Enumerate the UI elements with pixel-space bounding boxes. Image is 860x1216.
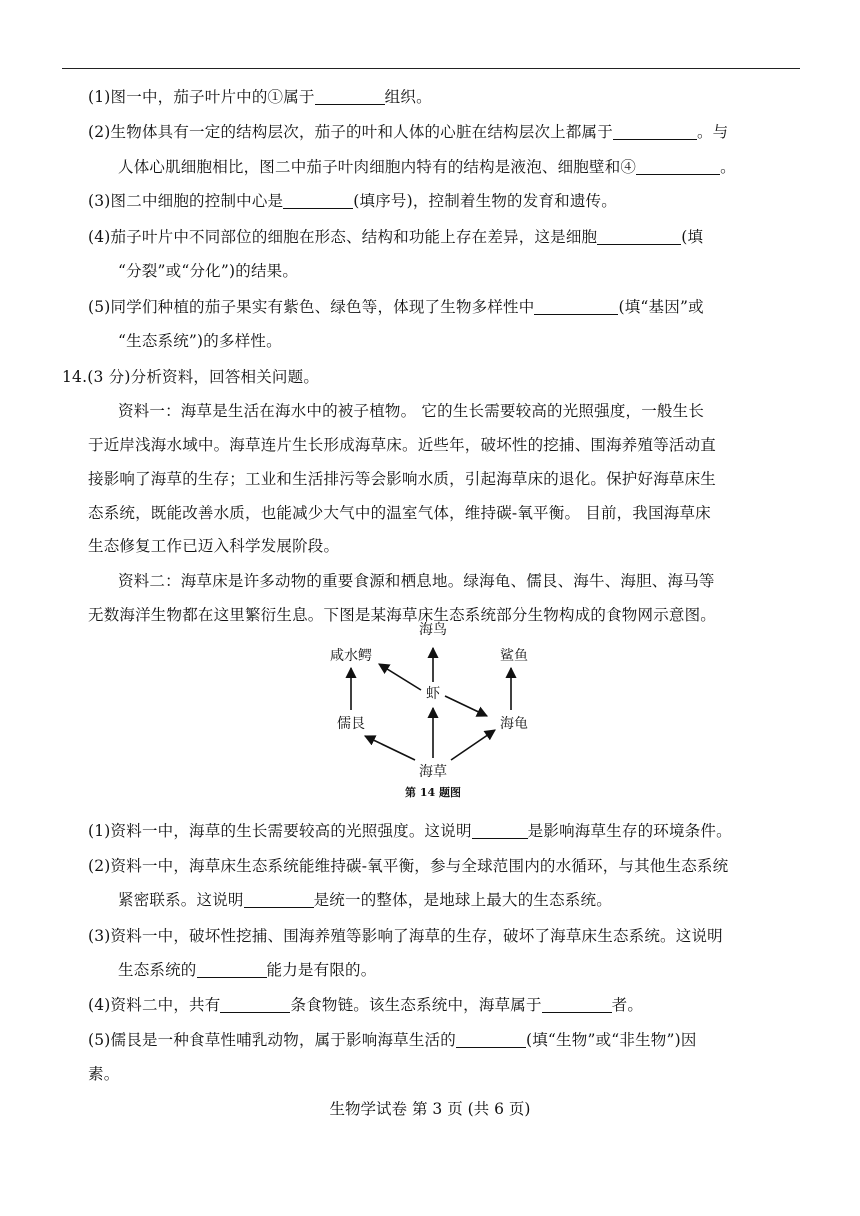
node-turtle: 海龟 bbox=[500, 716, 528, 732]
material1-line: 于近岸浅海水域中。海草连片生长形成海草床。近些年，破坏性的挖捕、围海养殖等活动直 bbox=[88, 436, 717, 454]
arrow-seagrass-turtle bbox=[451, 730, 495, 760]
q13-2-line1: (2)生物体具有一定的结构层次，茄子的叶和人体的心脏在结构层次上都属于 。与 bbox=[88, 123, 729, 141]
arrow-shrimp-turtle bbox=[445, 696, 487, 716]
answer-blank[interactable] bbox=[636, 158, 720, 175]
q13-5-line1: (5)同学们种植的茄子果实有紫色、绿色等，体现了生物多样性中 (填“基因”或 bbox=[88, 298, 704, 316]
answer-blank[interactable] bbox=[315, 88, 385, 105]
answer-blank[interactable] bbox=[220, 996, 290, 1013]
q14-3-line2: 生态系统的 能力是有限的。 bbox=[118, 961, 377, 979]
q14-3-line1: (3)资料一中，破坏性挖捕、围海养殖等影响了海草的生存，破坏了海草床生态系统。这说明 bbox=[88, 927, 723, 945]
q14-5-line2: 素。 bbox=[88, 1065, 120, 1083]
q14-2-line2: 紧密联系。这说明 是统一的整体，是地球上最大的生态系统。 bbox=[118, 891, 612, 909]
node-shrimp: 虾 bbox=[426, 686, 440, 702]
q13-1: (1)图一中，茄子叶片中的①属于 组织。 bbox=[88, 88, 432, 106]
material2-line: 资料二：海草床是许多动物的重要食源和栖息地。绿海龟、儒艮、海牛、海胆、海马等 bbox=[118, 572, 715, 590]
arrow-shrimp-crocodile bbox=[379, 664, 421, 690]
material1-line: 资料一：海草是生活在海水中的被子植物。 它的生长需要较高的光照强度，一般生长 bbox=[118, 402, 705, 420]
material1-line: 接影响了海草的生存；工业和生活排污等会影响水质，引起海草床的退化。保护好海草床生 bbox=[88, 470, 717, 488]
answer-blank[interactable] bbox=[472, 822, 528, 839]
material1-line: 态系统，既能改善水质，也能减少大气中的温室气体，维持碳-氧平衡。 目前，我国海草床 bbox=[88, 504, 711, 522]
figure-caption: 第 14 题图 bbox=[405, 786, 461, 799]
food-web-diagram bbox=[315, 612, 545, 812]
q14-4: (4)资料二中，共有 条食物链。该生态系统中，海草属于 者。 bbox=[88, 996, 644, 1014]
arrow-seagrass-dugong bbox=[365, 736, 415, 760]
q14-heading: 14.(3 分)分析资料，回答相关问题。 bbox=[62, 368, 320, 386]
answer-blank[interactable] bbox=[542, 996, 612, 1013]
top-rule bbox=[62, 68, 800, 69]
q13-5-line2: “生态系统”)的多样性。 bbox=[118, 332, 282, 350]
answer-blank[interactable] bbox=[244, 891, 314, 908]
material2-line: 无数海洋生物都在这里繁衍生息。下图是某海草床生态系统部分生物构成的食物网示意图。 bbox=[88, 606, 717, 624]
answer-blank[interactable] bbox=[613, 123, 697, 140]
q14-5-line1: (5)儒艮是一种食草性哺乳动物，属于影响海草生活的 (填“生物”或“非生物”)因 bbox=[88, 1031, 697, 1049]
q13-3: (3)图二中细胞的控制中心是 (填序号)，控制着生物的发育和遗传。 bbox=[88, 192, 617, 210]
answer-blank[interactable] bbox=[283, 192, 353, 209]
q14-2-line1: (2)资料一中，海草床生态系统能维持碳-氧平衡，参与全球范围内的水循环，与其他生态系统 bbox=[88, 857, 729, 875]
node-shark: 鲨鱼 bbox=[500, 648, 528, 664]
node-seabird: 海鸟 bbox=[419, 622, 447, 638]
material1-line: 生态修复工作已迈入科学发展阶段。 bbox=[88, 537, 340, 555]
answer-blank[interactable] bbox=[597, 228, 681, 245]
node-dugong: 儒艮 bbox=[337, 716, 365, 732]
answer-blank[interactable] bbox=[534, 298, 618, 315]
answer-blank[interactable] bbox=[456, 1031, 526, 1048]
q13-4-line1: (4)茄子叶片中不同部位的细胞在形态、结构和功能上存在差异，这是细胞 (填 bbox=[88, 228, 704, 246]
node-crocodile: 咸水鳄 bbox=[330, 648, 372, 664]
q14-1: (1)资料一中，海草的生长需要较高的光照强度。这说明 是影响海草生存的环境条件。 bbox=[88, 822, 732, 840]
q13-2-line2: 人体心肌细胞相比，图二中茄子叶肉细胞内特有的结构是液泡、细胞壁和④ 。 bbox=[118, 158, 736, 176]
answer-blank[interactable] bbox=[197, 961, 267, 978]
page-footer: 生物学试卷 第 3 页 (共 6 页) bbox=[329, 1100, 531, 1118]
q13-4-line2: “分裂”或“分化”)的结果。 bbox=[118, 262, 299, 280]
node-seagrass: 海草 bbox=[419, 764, 447, 780]
